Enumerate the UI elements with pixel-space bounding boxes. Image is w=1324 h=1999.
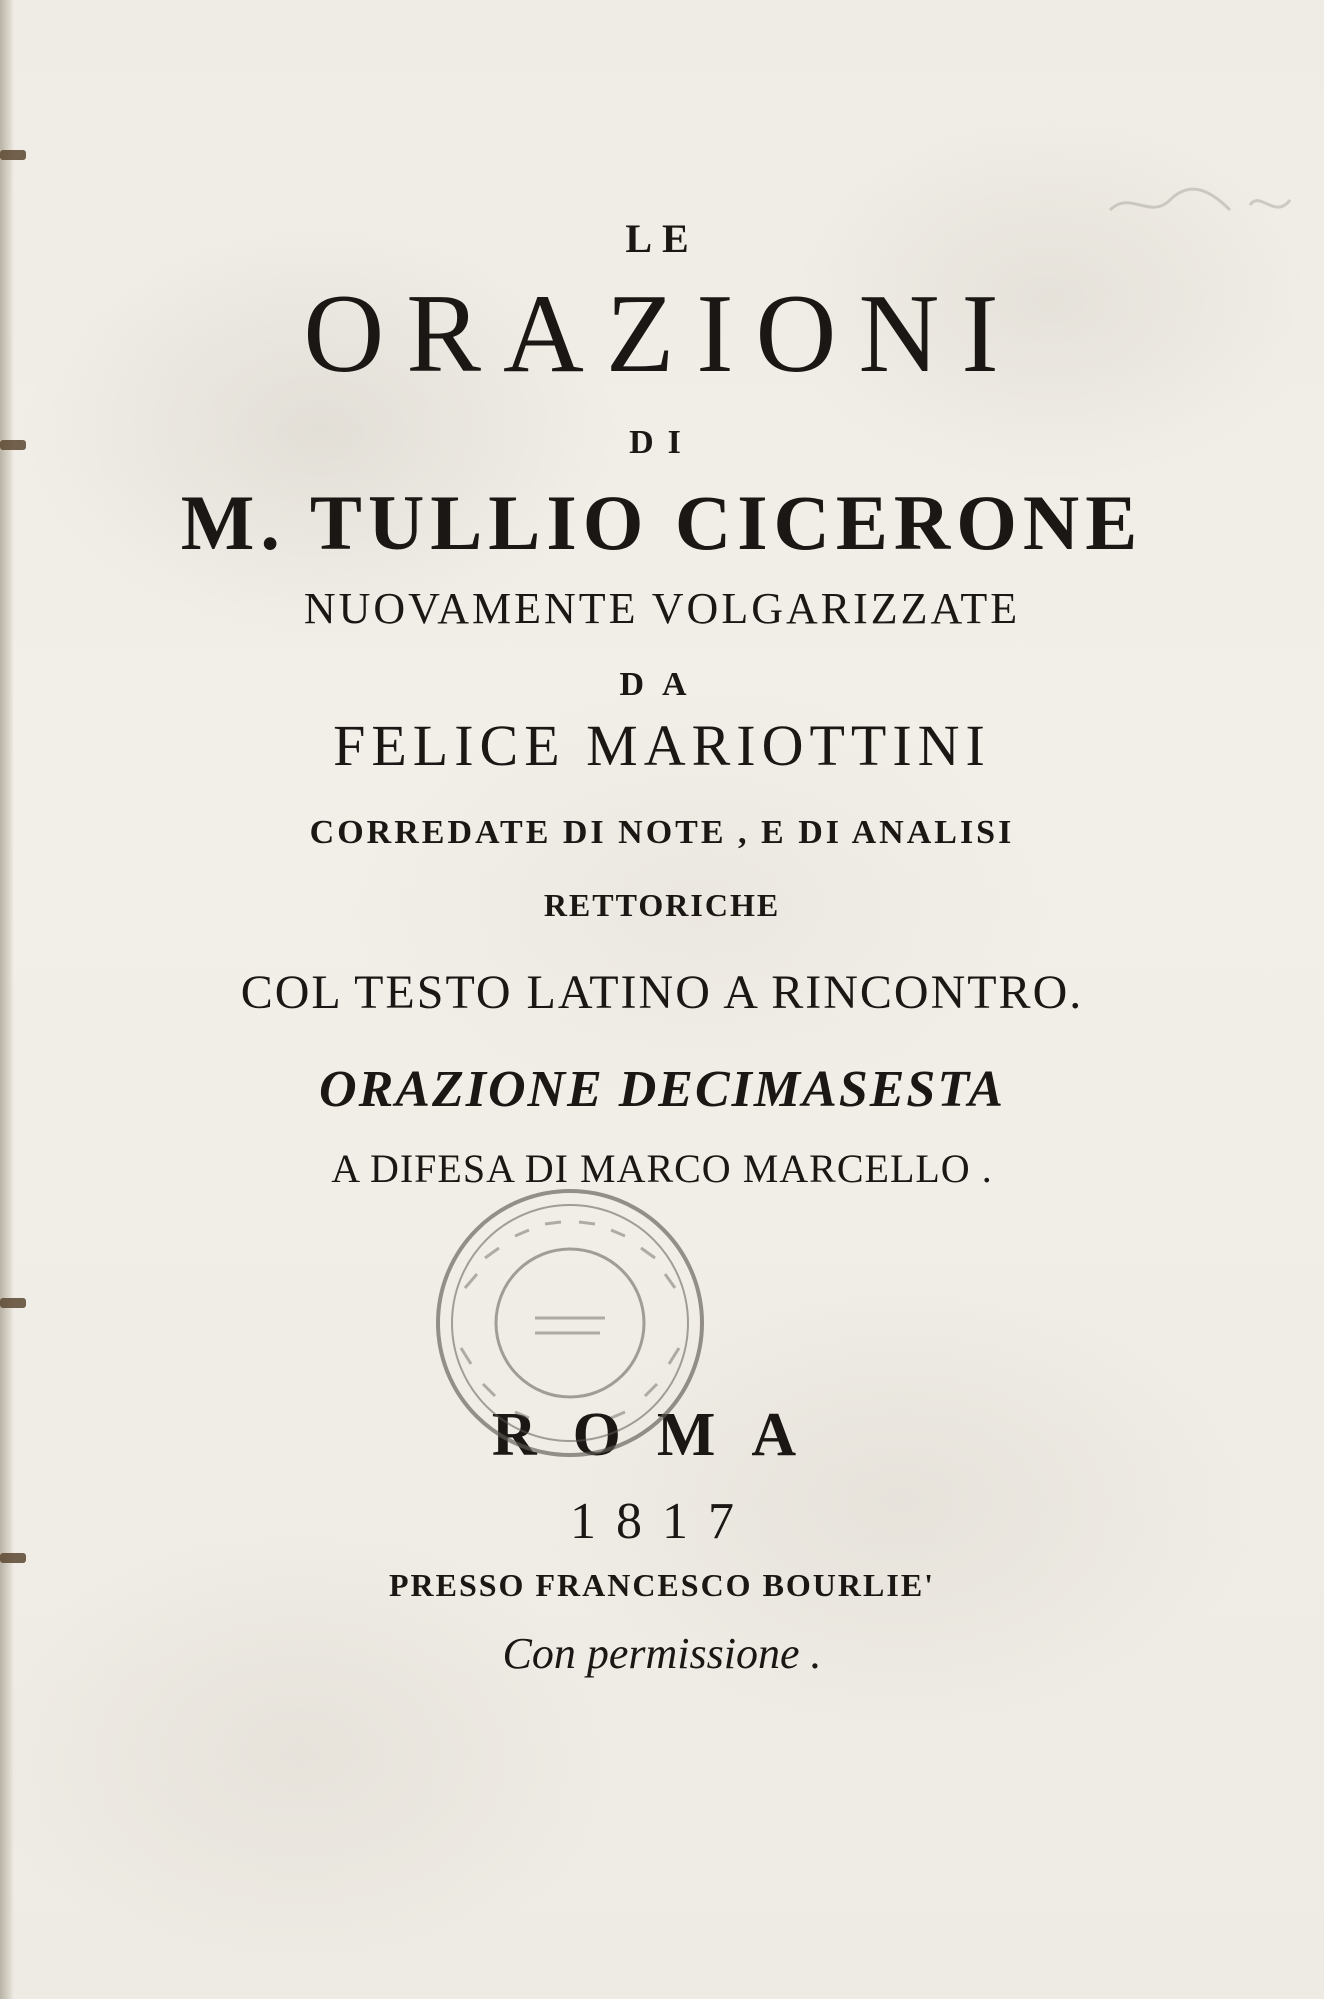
rettoriche-line: RETTORICHE (543, 887, 781, 923)
title-da: DA (619, 666, 705, 703)
oration-number: ORAZIONE DECIMASESTA (319, 1061, 1005, 1118)
oration-subject: A DIFESA DI MARCO MARCELLO . (331, 1146, 993, 1191)
latin-text-line: COL TESTO LATINO A RINCONTRO. (240, 966, 1084, 1019)
subtitle-volgarizzate: NUOVAMENTE VOLGARIZZATE (303, 584, 1021, 633)
imprint-permission: Con permissione . (502, 1629, 822, 1678)
imprint-printer: PRESSO FRANCESCO BOURLIE' (388, 1567, 936, 1603)
title-orazioni: ORAZIONI (303, 272, 1021, 396)
library-stamp-seal (425, 1178, 715, 1468)
author-name: M. TULLIO CICERONE (180, 479, 1144, 566)
title-di: DI (629, 424, 695, 461)
translator-name: FELICE MARIOTTINI (333, 713, 991, 778)
imprint-city: ROMA (491, 1401, 833, 1469)
notes-line: CORREDATE DI NOTE , E DI ANALISI (309, 814, 1015, 851)
imprint-year: 1817 (570, 1493, 754, 1550)
title-le: LE (625, 216, 699, 261)
